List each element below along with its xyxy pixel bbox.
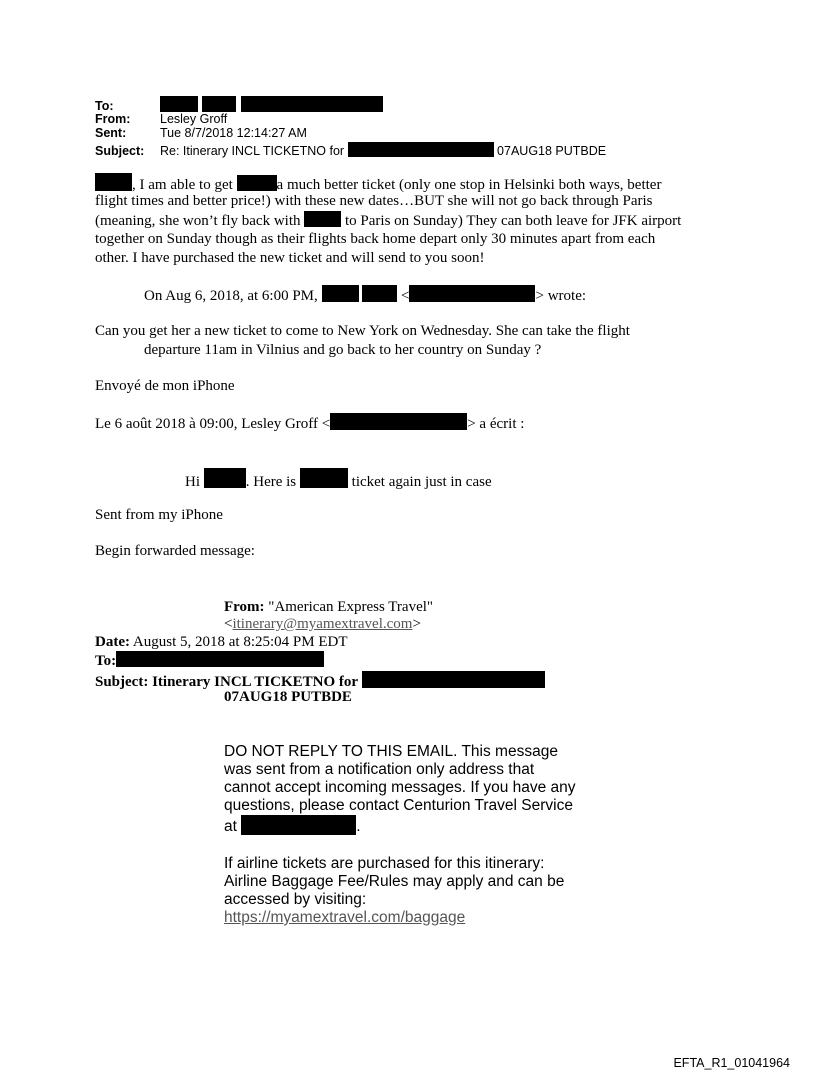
notice-line-4: questions, please contact Centurion Travel Service [224, 797, 573, 814]
fwd-date-row [95, 634, 348, 651]
notice-line-2: was sent from a notification only address that [224, 761, 535, 778]
redaction [202, 96, 236, 112]
redaction [241, 96, 383, 112]
redaction [330, 413, 467, 430]
redaction [348, 142, 494, 157]
redaction [304, 211, 341, 227]
redaction [204, 468, 246, 488]
from-label: From: [95, 112, 131, 126]
reply-line-5: other. I have purchased the new ticket and will send to you soon! [95, 250, 485, 266]
redaction [160, 96, 198, 112]
notice-line-8: accessed by visiting: [224, 891, 367, 908]
quote1-intro: On Aug 6, 2018, at 6:00 PM, < > wrote: [144, 285, 586, 306]
fwd-subject-value: Itinerary INCL TICKETNO for [152, 674, 359, 690]
fwd-from-email-row: <itinerary@myamextravel.com> [224, 616, 421, 632]
fwd-from-label: From: [224, 599, 265, 615]
reply-line-2: flight times and better price!) with these new dates…BUT she will not go back through Paris [95, 193, 653, 209]
quote1-msg-line-2: departure 11am in Vilnius and go back to her country on Sunday ? [144, 342, 542, 358]
notice-link-row [224, 909, 465, 927]
header-sent-row [95, 126, 307, 140]
quote2-hi-line: Hi . Here is ticket again just in case [185, 468, 492, 492]
fwd-subject-label: Subject: [95, 674, 149, 690]
fwd-subject-row [95, 671, 545, 691]
notice-line-5: at . [224, 815, 361, 836]
header-to-row [95, 96, 383, 113]
quote2-intro: Le 6 août 2018 à 09:00, Lesley Groff < > a écrit : [95, 413, 524, 434]
redaction [300, 468, 348, 488]
fwd-date-label: Date: [95, 634, 130, 650]
fwd-date-value: August 5, 2018 at 8:25:04 PM EDT [132, 634, 348, 650]
sent-value: Tue 8/7/2018 12:14:27 AM [160, 126, 307, 140]
subject-suffix: 07AUG18 PUTBDE [497, 144, 607, 158]
quote1-msg-line-1: Can you get her a new ticket to come to New York on Wednesday. She can take the flight [95, 323, 630, 339]
redaction [116, 651, 324, 667]
baggage-link[interactable]: https://myamextravel.com/baggage [224, 909, 466, 926]
notice-line-7: Airline Baggage Fee/Rules may apply and can be [224, 873, 565, 890]
redaction [237, 175, 277, 191]
from-value: Lesley Groff [160, 112, 228, 126]
subject-prefix: Re: Itinerary INCL TICKETNO for [160, 144, 345, 158]
redaction [409, 285, 535, 302]
to-label: To: [95, 99, 114, 113]
notice-line-3: cannot accept incoming messages. If you have any [224, 779, 576, 796]
reply-line-4: together on Sunday though as their flights back home depart only 30 minutes apart from each [95, 231, 656, 247]
subject-label: Subject: [95, 144, 145, 158]
forward-note: Begin forwarded message: [95, 543, 255, 559]
redaction [322, 285, 359, 302]
fwd-to-label: To: [95, 653, 117, 669]
quote2-signature: Sent from my iPhone [95, 507, 223, 523]
header-subject-row [95, 142, 606, 158]
notice-line-6: If airline tickets are purchased for this itinerary: [224, 855, 545, 872]
reply-line-3: (meaning, she won’t fly back with to Paris on Sunday) They can both leave for JFK airport [95, 213, 682, 229]
header-from-row [95, 112, 227, 126]
fwd-subject-line-2: 07AUG18 PUTBDE [224, 689, 352, 705]
reply-line-1: , I am able to get a much better ticket (only one stop in Helsinki both ways, better [95, 173, 661, 195]
fwd-from-row [224, 599, 433, 616]
notice-line-1: DO NOT REPLY TO THIS EMAIL. This message [224, 743, 558, 760]
redaction [241, 815, 356, 835]
fwd-from-email-link[interactable]: itinerary@myamextravel.com [232, 616, 413, 632]
fwd-from-value: "American Express Travel" [268, 599, 434, 615]
redaction [362, 285, 397, 302]
fwd-to-row [95, 651, 324, 670]
document-id: EFTA_R1_01041964 [673, 1056, 790, 1070]
quote1-signature: Envoyé de mon iPhone [95, 378, 235, 394]
redaction [95, 173, 132, 191]
redaction [362, 671, 545, 688]
sent-label: Sent: [95, 126, 127, 140]
